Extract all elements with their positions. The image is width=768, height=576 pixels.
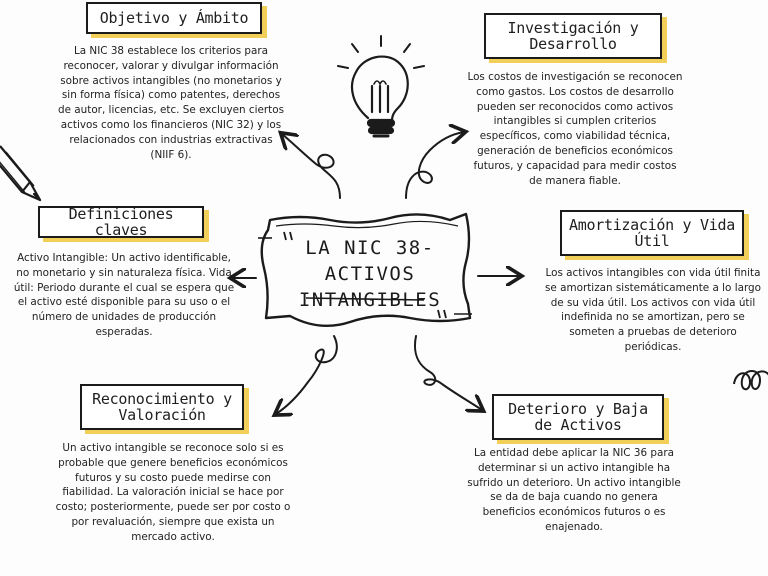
reconocimiento-title: Reconocimiento y Valoración <box>80 384 244 430</box>
pencil-icon <box>0 146 40 200</box>
reconocimiento-text: Un activo intangible se reconoce solo si es probable que genere beneficios económicos futuros y su costo puede medirse con fiabilidad. La valoración inicial se hace por costo; posteriormente, puede ser por costo o por revaluación, siempre que exista un mercado activo. <box>55 442 291 543</box>
definiciones-text: Activo Intangible: Un activo identificable, no monetario y sin naturaleza física. Vida útil: Periodo durante el cual se espera que el activo esté disponible para su uso o el número de unidades de producción esperadas. <box>13 252 235 338</box>
central-topic-line1: LA NIC 38- <box>305 237 435 259</box>
deterioro-text: La entidad debe aplicar la NIC 36 para determinar si un activo intangible ha sufrido un deterioro. Un activo intangible se da de baja cuando no genera beneficios económicos futuros o es enajenado. <box>467 447 681 533</box>
connector-objetivo <box>282 134 340 198</box>
objetivo-text: La NIC 38 establece los criterios para reconocer, valorar y divulgar información sobre activos intangibles (no monetarios y sin forma física) como patentes, derechos de autor, licencias, etc. Se excluyen ciertos activos como los financieros (NIC 32) y los relacionados con industrias extractivas (NIIF 6). <box>58 45 284 161</box>
central-topic-line3: INTANGIBLES <box>298 289 442 311</box>
amortizacion-title: Amortización y Vida Útil <box>560 210 744 256</box>
connector-reconocimiento <box>276 336 337 414</box>
investigacion-text: Los costos de investigación se reconocen como gastos. Los costos de desarrollo pueden ser reconocidos como activos intangibles si cumplen criterios específicos, como viabilidad técnica, generación de beneficios económicos futuros, y capacidad para medir costos de manera fiable. <box>467 71 683 187</box>
deterioro-title: Deterioro y Baja de Activos <box>492 394 664 440</box>
objetivo-title: Objetivo y Ámbito <box>86 2 262 34</box>
loops-decoration <box>734 371 768 389</box>
definiciones-title: Definiciones claves <box>38 206 204 238</box>
connector-investigacion <box>406 132 464 198</box>
central-topic <box>286 235 454 313</box>
investigacion-title: Investigación y Desarrollo <box>484 13 662 59</box>
connector-deterioro <box>415 336 482 410</box>
lightbulb-icon <box>338 36 424 136</box>
amortizacion-text: Los activos intangibles con vida útil finita se amortizan sistemáticamente a lo largo de su vida útil. Los activos con vida útil indefinida no se amortizan, pero se someten a pruebas de deterioro periódicas. <box>545 267 761 353</box>
central-topic-line2: ACTIVOS <box>324 263 416 285</box>
